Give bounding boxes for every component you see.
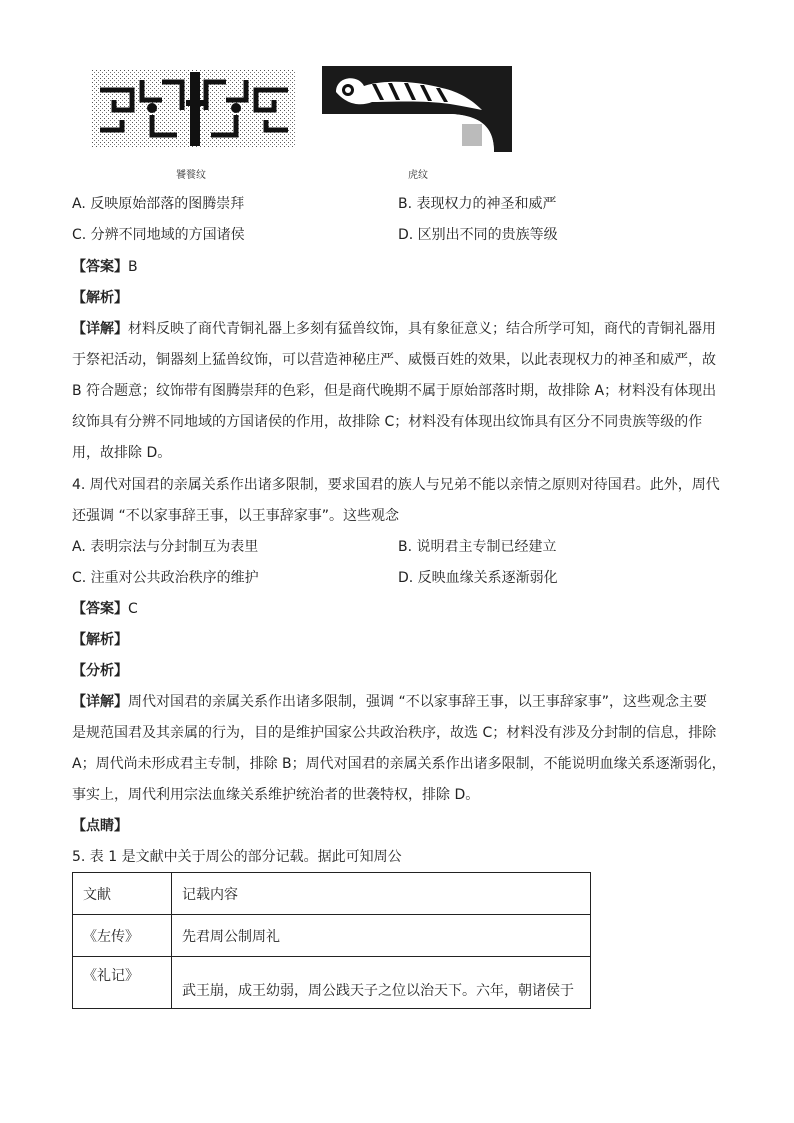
table-cell: 武王崩，成王幼弱，周公践天子之位以治天下。六年，朝诸侯于 (172, 957, 591, 1009)
table-cell: 先君周公制周礼 (172, 915, 591, 957)
q3-answer-tag: 【答案】 (72, 259, 128, 275)
table-header-cell: 记载内容 (172, 873, 591, 915)
q3-detail-line-4: 纹饰具有分辨不同地域的方国诸侯的作用，故排除 C；材料没有体现出纹饰具有区分不同贵族等级的作 (72, 414, 703, 430)
q3-option-a[interactable]: A. 反映原始部落的图腾崇拜 (72, 196, 245, 212)
q5-stem: 5. 表 1 是文献中关于周公的部分记载。据此可知周公 (72, 849, 402, 865)
taotie-pattern-figure (92, 70, 296, 148)
table-header-row (73, 873, 591, 915)
q4-dianjing-tag: 【点睛】 (72, 818, 128, 834)
q3-analysis-tag: 【解析】 (72, 290, 128, 306)
q4-stem-line-1: 4. 周代对国君的亲属关系作出诸多限制，要求国君的族人与兄弟不能以亲情之原则对待国君。此外，周代 (72, 477, 720, 493)
q4-answer-value: C (128, 601, 138, 617)
taotie-pattern-icon (92, 70, 296, 148)
q4-stem-line-2: 还强调 “不以家事辞王事，以王事辞家事”。这些观念 (72, 508, 399, 524)
table-row (73, 915, 591, 957)
q3-answer-value: B (128, 259, 138, 275)
table-row (73, 957, 591, 1009)
table-header-cell: 文献 (73, 873, 172, 915)
tiger-pattern-icon (322, 66, 512, 152)
q4-option-b[interactable]: B. 说明君主专制已经建立 (398, 539, 557, 555)
q4-analysis-tag: 【解析】 (72, 632, 128, 648)
q3-option-d[interactable]: D. 区别出不同的贵族等级 (398, 227, 558, 243)
q5-table (72, 872, 591, 1009)
q4-option-c[interactable]: C. 注重对公共政治秩序的维护 (72, 570, 259, 586)
q4-option-d[interactable]: D. 反映血缘关系逐渐弱化 (398, 570, 558, 586)
q3-detail-text-1: 材料反映了商代青铜礼器上多刻有猛兽纹饰，具有象征意义；结合所学可知，商代的青铜礼器用 (128, 321, 716, 337)
q4-detail-line-1 (72, 691, 707, 711)
q4-detail-line-2: 是规范国君及其亲属的行为，目的是维护国家公共政治秩序，故选 C；材料没有涉及分封制的信息，排除 (72, 725, 717, 741)
tiger-caption: 虎纹 (408, 170, 428, 181)
q3-option-b[interactable]: B. 表现权力的神圣和威严 (398, 196, 557, 212)
table-cell: 《礼记》 (73, 957, 172, 1009)
q4-fenxi-tag: 【分析】 (72, 663, 128, 679)
q4-option-a[interactable]: A. 表明宗法与分封制互为表里 (72, 539, 259, 555)
q3-detail-tag: 【详解】 (72, 321, 128, 337)
q4-detail-text-1: 周代对国君的亲属关系作出诸多限制，强调 “不以家事辞王事，以王事辞家事”，这些观念主要 (128, 694, 707, 710)
q4-detail-line-4: 事实上，周代利用宗法血缘关系维护统治者的世袭特权，排除 D。 (72, 787, 480, 803)
q4-detail-tag: 【详解】 (72, 694, 128, 710)
q4-answer-tag: 【答案】 (72, 601, 128, 617)
taotie-caption: 饕餮纹 (176, 170, 206, 181)
tiger-pattern-figure (322, 66, 512, 152)
table-cell: 《左传》 (73, 915, 172, 957)
q3-detail-line-2: 于祭祀活动，铜器刻上猛兽纹饰，可以营造神秘庄严、威慑百姓的效果，以此表现权力的神圣和威严，故 (72, 352, 716, 368)
q3-detail-line-5: 用，故排除 D。 (72, 445, 172, 461)
q3-detail-line-3: B 符合题意；纹饰带有图腾崇拜的色彩，但是商代晚期不属于原始部落时期，故排除 A；材料没有体现出 (72, 383, 717, 399)
q4-detail-line-3: A；周代尚未形成君主专制，排除 B；周代对国君的亲属关系作出诸多限制，不能说明血缘关系逐渐弱化， (72, 756, 726, 772)
q3-answer (72, 256, 138, 276)
q4-answer (72, 598, 138, 618)
q3-detail-line-1 (72, 318, 716, 338)
q3-option-c[interactable]: C. 分辨不同地域的方国诸侯 (72, 227, 245, 243)
